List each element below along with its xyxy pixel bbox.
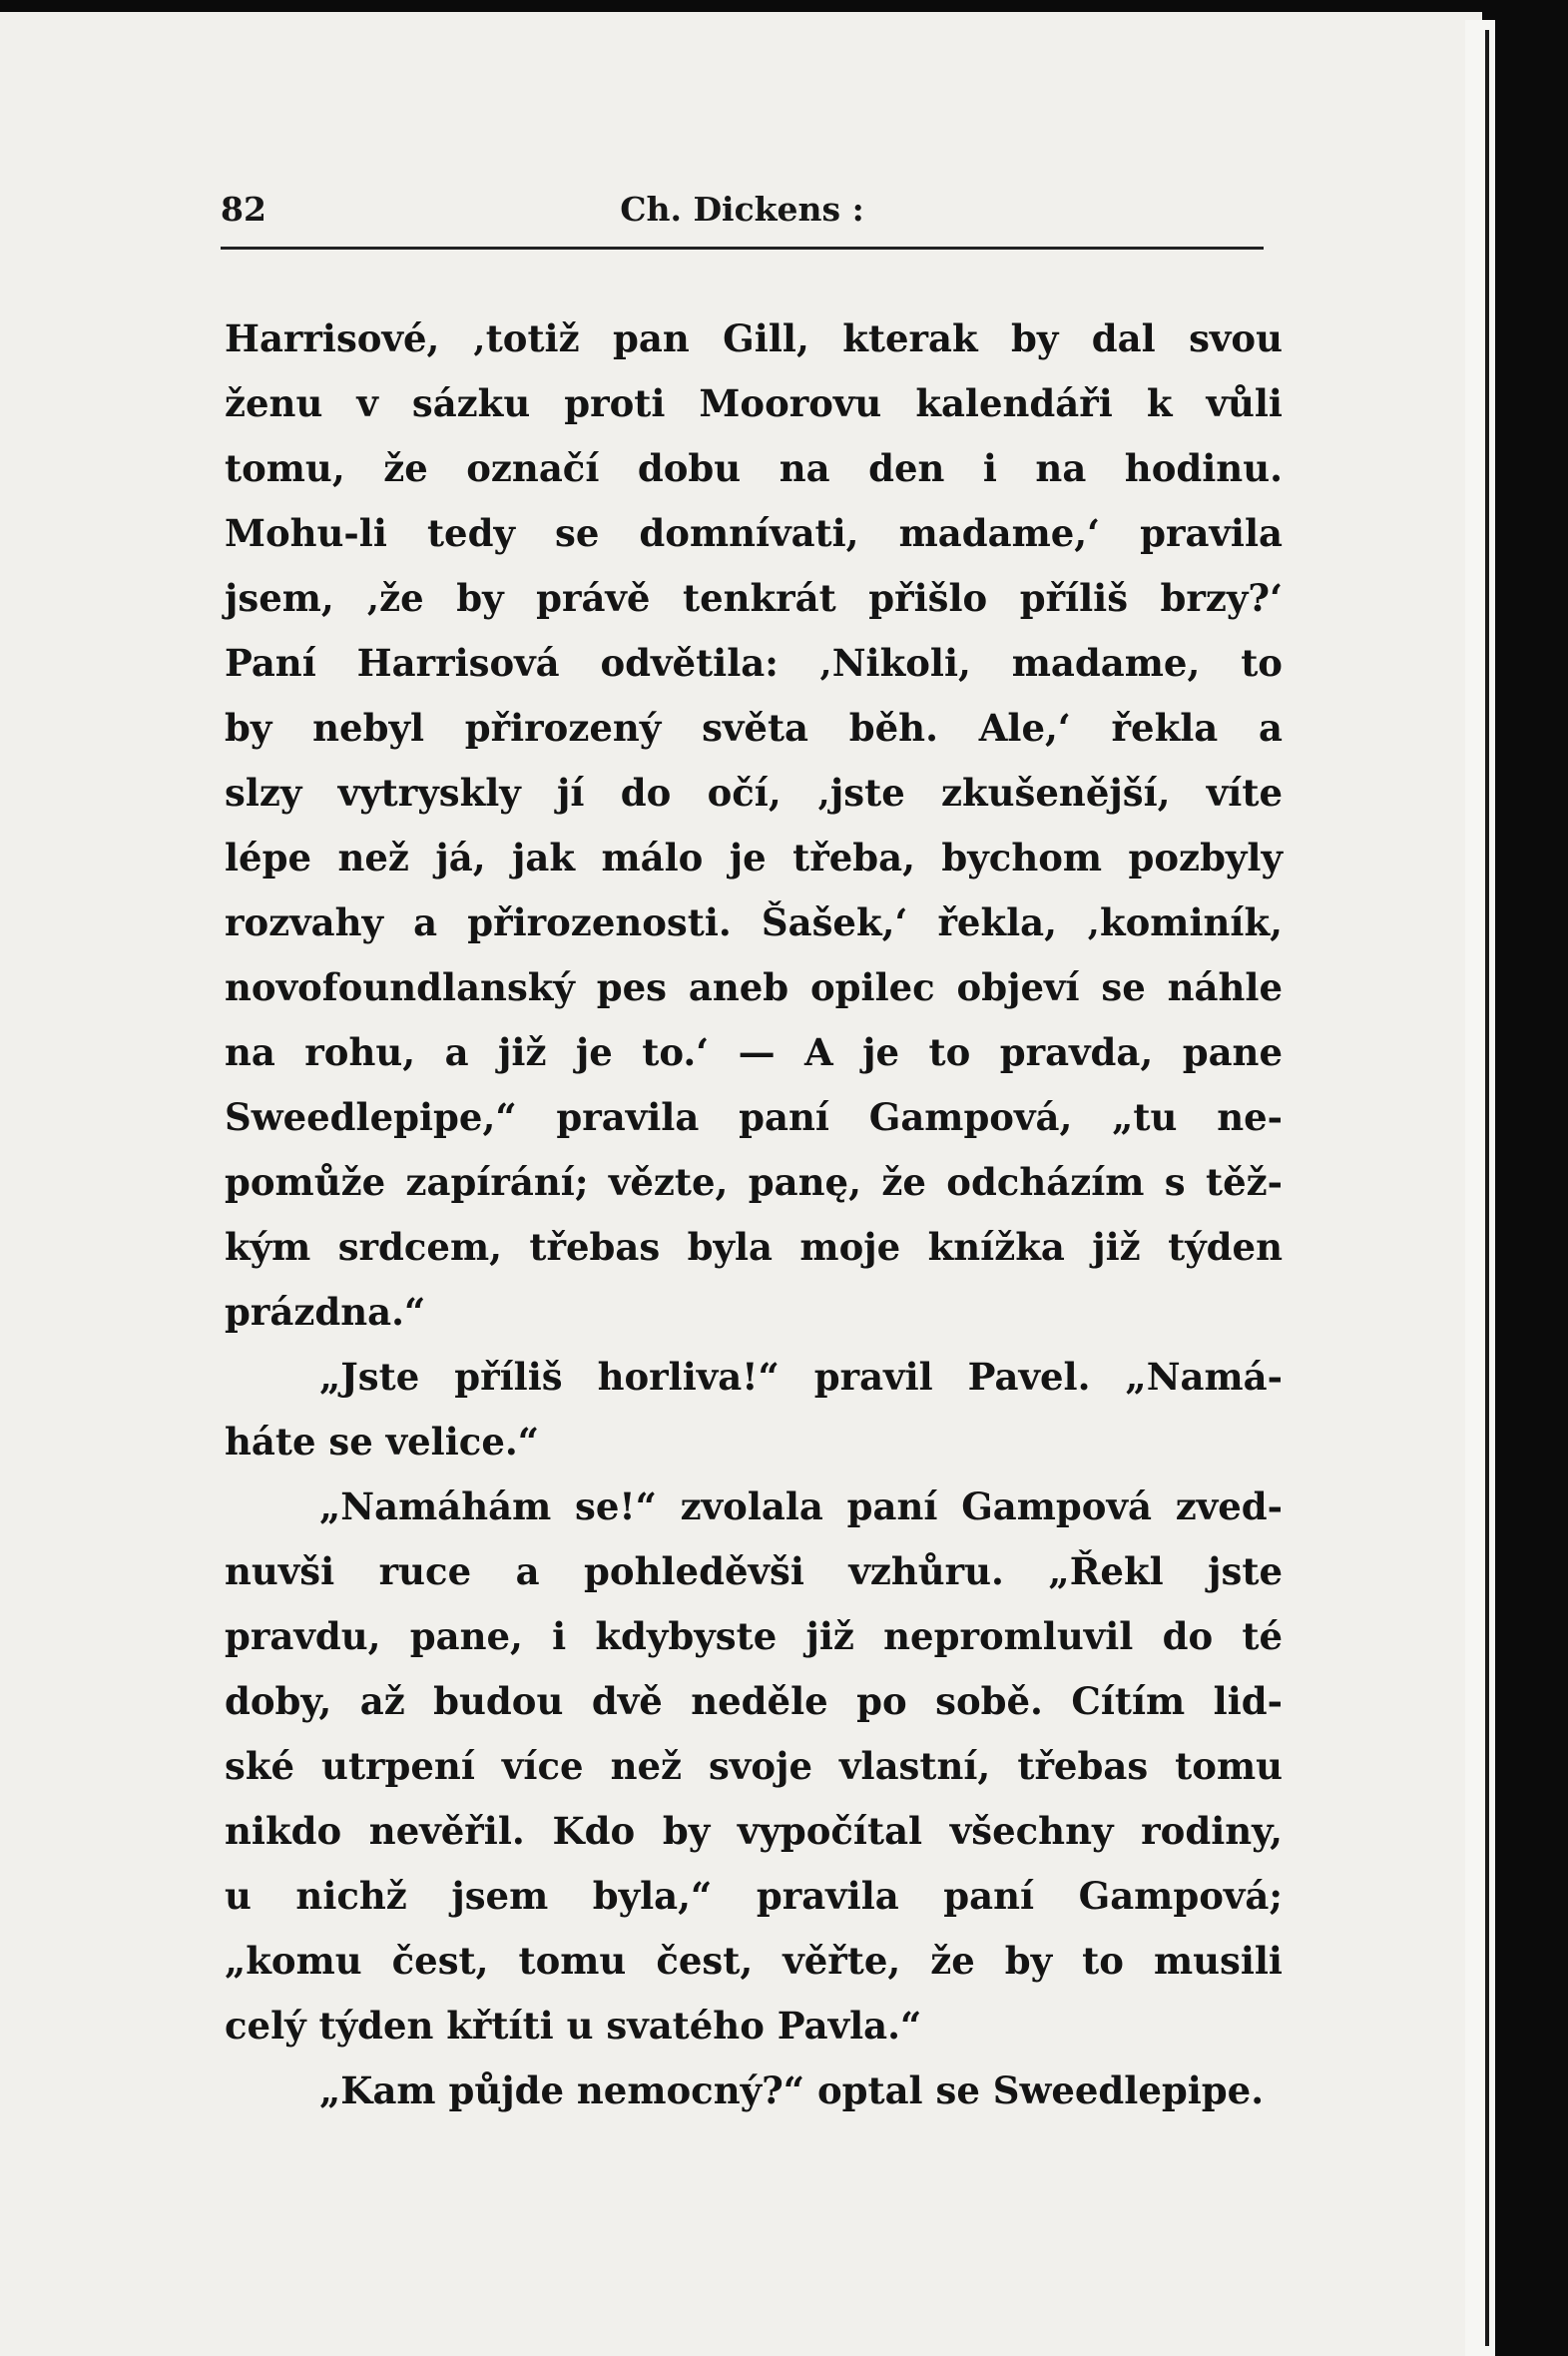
text-line: ské utrpení více než svoje vlastní, třebas tomu: [225, 1744, 1283, 1788]
text-line: Sweedlepipe,“ pravila paní Gampová, „tu ne-: [225, 1095, 1283, 1139]
text-line: háte se velice.“: [225, 1420, 540, 1464]
text-line: pravdu, pane, i kdybyste již nepromluvil do té: [225, 1614, 1283, 1658]
text-line: Harrisové, ‚totiž pan Gill, kterak by dal svou: [225, 316, 1283, 360]
page-number: 82: [221, 190, 266, 229]
text-line: nikdo nevěřil. Kdo by vypočítal všechny rodiny,: [225, 1809, 1283, 1853]
text-line: „komu čest, tomu čest, věřte, že by to musili: [225, 1939, 1283, 1983]
text-line: rozvahy a přirozenosti. Šašek,‘ řekla, ‚kominík,: [225, 900, 1283, 944]
text-line: celý týden křtíti u svatého Pavla.“: [225, 2004, 922, 2048]
text-line: by nebyl přirozený světa běh. Ale,‘ řekla a: [225, 706, 1283, 750]
text-line: „Jste příliš horliva!“ pravil Pavel. „Namá-: [319, 1355, 1283, 1399]
text-line: kým srdcem, třebas byla moje knížka již týden: [225, 1225, 1283, 1269]
book-page: [0, 12, 1482, 2356]
text-line: Mohu-li tedy se domnívati, madame,‘ pravila: [225, 511, 1283, 555]
text-line: „Kam půjde nemocný?“ optal se Sweedlepipe.: [319, 2068, 1265, 2112]
text-line: nuvši ruce a pohleděvši vzhůru. „Řekl jste: [225, 1549, 1283, 1593]
header-rule: [221, 247, 1264, 250]
binding-line: [1485, 30, 1489, 2346]
text-line: u nichž jsem byla,“ pravila paní Gampová;: [225, 1874, 1283, 1918]
text-line: pomůže zapírání; vězte, panę, že odcházím s těž-: [225, 1160, 1283, 1204]
text-line: slzy vytryskly jí do očí, ‚jste zkušenější, víte: [225, 771, 1283, 815]
text-line: na rohu, a již je to.‘ — A je to pravda, pane: [225, 1030, 1283, 1074]
body-text: [225, 306, 1283, 2123]
text-line: „Namáhám se!“ zvolala paní Gampová zved-: [319, 1484, 1283, 1528]
text-line: novofoundlanský pes aneb opilec objeví se náhle: [225, 965, 1283, 1009]
text-line: prázdna.“: [225, 1290, 426, 1334]
text-line: Paní Harrisová odvětila: ‚Nikoli, madame, to: [225, 641, 1283, 685]
text-line: doby, až budou dvě neděle po sobě. Cítím lid-: [225, 1679, 1283, 1723]
page-edge: [1465, 20, 1495, 2356]
text-line: tomu, že označí dobu na den i na hodinu.: [225, 446, 1283, 490]
text-line: lépe než já, jak málo je třeba, bychom pozbyly: [225, 836, 1283, 880]
running-title: Ch. Dickens :: [620, 190, 864, 229]
text-line: ženu v sázku proti Moorovu kalendáři k vůli: [225, 381, 1283, 425]
text-line: jsem, ‚že by právě tenkrát přišlo příliš brzy?‘: [225, 576, 1283, 620]
page-header: [221, 190, 1264, 240]
